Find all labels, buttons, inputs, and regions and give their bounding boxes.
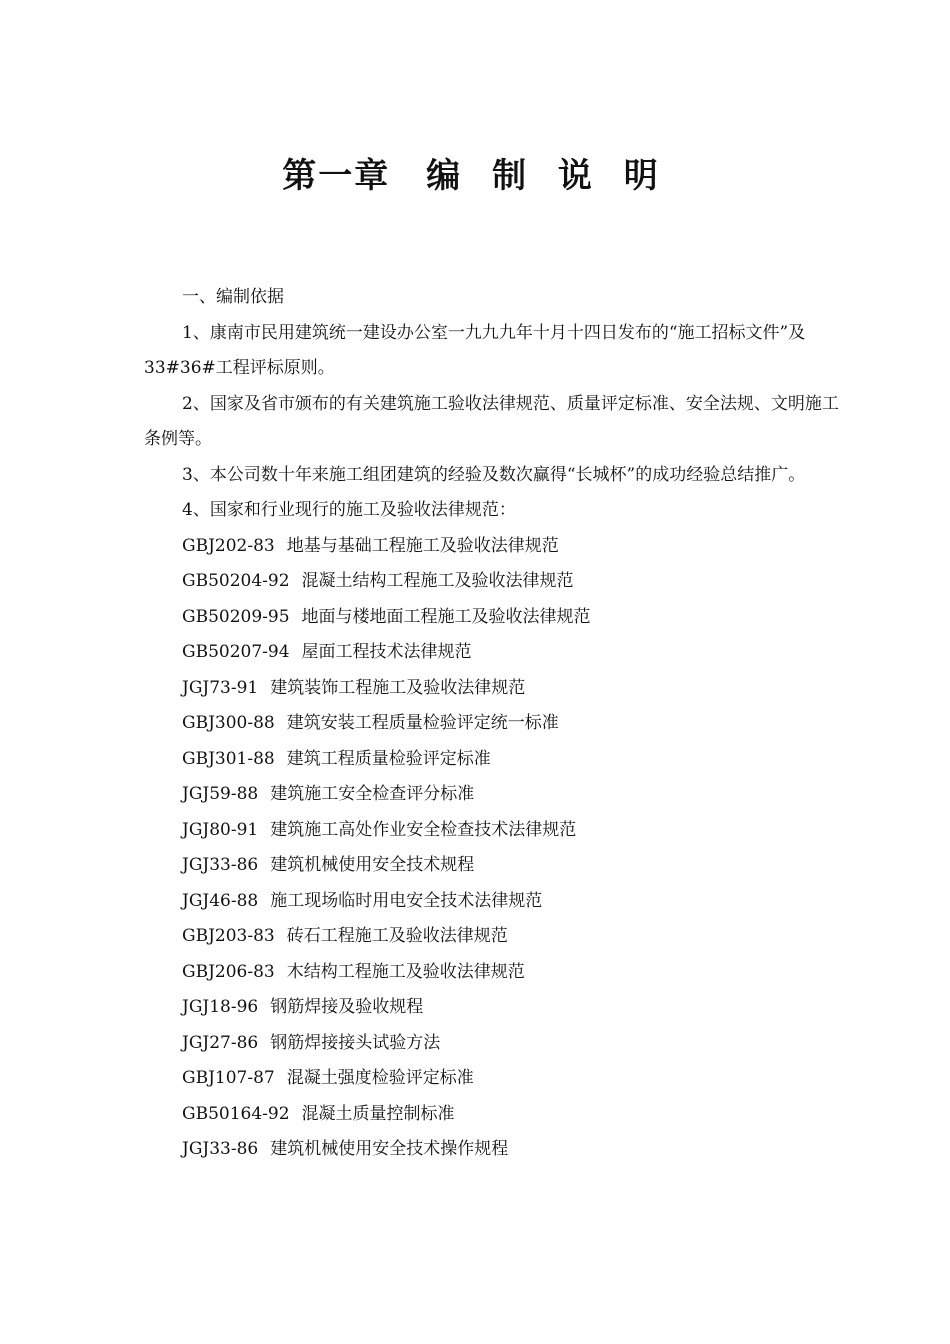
standard-item: [144, 1132, 844, 1168]
standard-item: [144, 1097, 844, 1133]
standard-code: GBJ202-83: [182, 535, 275, 556]
standard-item: [144, 742, 844, 778]
standard-item: [144, 706, 844, 742]
paragraph-4: 4、国家和行业现行的施工及验收法律规范：: [182, 500, 516, 520]
standard-code: GB50209-95: [182, 606, 290, 627]
standard-code: GBJ301-88: [182, 748, 275, 769]
chapter-number: 第一章: [282, 156, 391, 196]
standard-code: GBJ206-83: [182, 961, 275, 982]
standard-name: 建筑施工安全检查评分标准: [270, 784, 475, 804]
standard-item: [144, 1026, 844, 1062]
standard-name: 钢筋焊接及验收规程: [270, 997, 424, 1017]
standard-code: GB50164-92: [182, 1103, 290, 1124]
standard-item: [144, 848, 844, 884]
standard-code: JGJ33-86: [182, 855, 259, 875]
standard-name: 地面与楼地面工程施工及验收法律规范: [301, 606, 591, 627]
standard-code: GB50204-92: [182, 571, 290, 591]
chapter-name: 编 制 说 明: [426, 156, 668, 196]
standards-list: [144, 529, 844, 1168]
standard-code: GBJ300-88: [182, 713, 275, 733]
chapter-title: [0, 150, 950, 202]
standard-code: JGJ73-91: [182, 677, 259, 698]
standard-code: JGJ46-88: [182, 890, 259, 911]
paragraph-2: 2、国家及省市颁布的有关建筑施工验收法律规范、质量评定标准、安全法规、文明施工条例等。: [144, 393, 839, 449]
document-body: [144, 280, 844, 1168]
standard-name: 施工现场临时用电安全技术法律规范: [270, 890, 543, 911]
standard-item: [144, 990, 844, 1026]
paragraph-3: 3、本公司数十年来施工组团建筑的经验及数次赢得“长城杯”的成功经验总结推广。: [182, 464, 806, 485]
standard-code: GBJ203-83: [182, 926, 275, 946]
standard-code: GB50207-94: [182, 642, 290, 662]
standard-item: [144, 529, 844, 565]
standard-name: 建筑施工高处作业安全检查技术法律规范: [270, 819, 577, 840]
standard-code: JGJ59-88: [182, 784, 259, 804]
standard-name: 建筑安装工程质量检验评定统一标准: [286, 713, 559, 733]
standard-code: JGJ33-86: [182, 1139, 259, 1159]
standard-name: 建筑机械使用安全技术规程: [270, 855, 475, 875]
standard-item: [144, 635, 844, 671]
standard-name: 木结构工程施工及验收法律规范: [286, 961, 525, 982]
standard-item: [144, 564, 844, 600]
standard-item: [144, 671, 844, 707]
standard-item: [144, 955, 844, 991]
standard-item: [144, 600, 844, 636]
standard-name: 砖石工程施工及验收法律规范: [286, 926, 508, 946]
standard-name: 建筑装饰工程施工及验收法律规范: [270, 677, 526, 698]
standard-code: JGJ80-91: [182, 819, 259, 840]
standard-item: [144, 884, 844, 920]
standard-item: [144, 919, 844, 955]
standard-item: [144, 813, 844, 849]
standard-name: 混凝土质量控制标准: [301, 1103, 455, 1124]
standard-name: 建筑机械使用安全技术操作规程: [270, 1139, 509, 1159]
standard-name: 钢筋焊接接头试验方法: [270, 1032, 441, 1053]
standard-item: [144, 777, 844, 813]
standard-name: 混凝土结构工程施工及验收法律规范: [301, 571, 574, 591]
standard-name: 屋面工程技术法律规范: [301, 642, 472, 662]
standard-name: 地基与基础工程施工及验收法律规范: [286, 535, 559, 556]
paragraph-1: 1、康南市民用建筑统一建设办公室一九九九年十月十四日发布的“施工招标文件”及33#36#工程评标原则。: [144, 322, 806, 378]
standard-name: 建筑工程质量检验评定标准: [286, 748, 491, 769]
standard-item: [144, 1061, 844, 1097]
section-heading: 一、编制依据: [182, 287, 284, 307]
standard-code: JGJ18-96: [182, 997, 259, 1017]
standard-name: 混凝土强度检验评定标准: [286, 1068, 474, 1088]
standard-code: JGJ27-86: [182, 1032, 259, 1053]
standard-code: GBJ107-87: [182, 1068, 275, 1088]
